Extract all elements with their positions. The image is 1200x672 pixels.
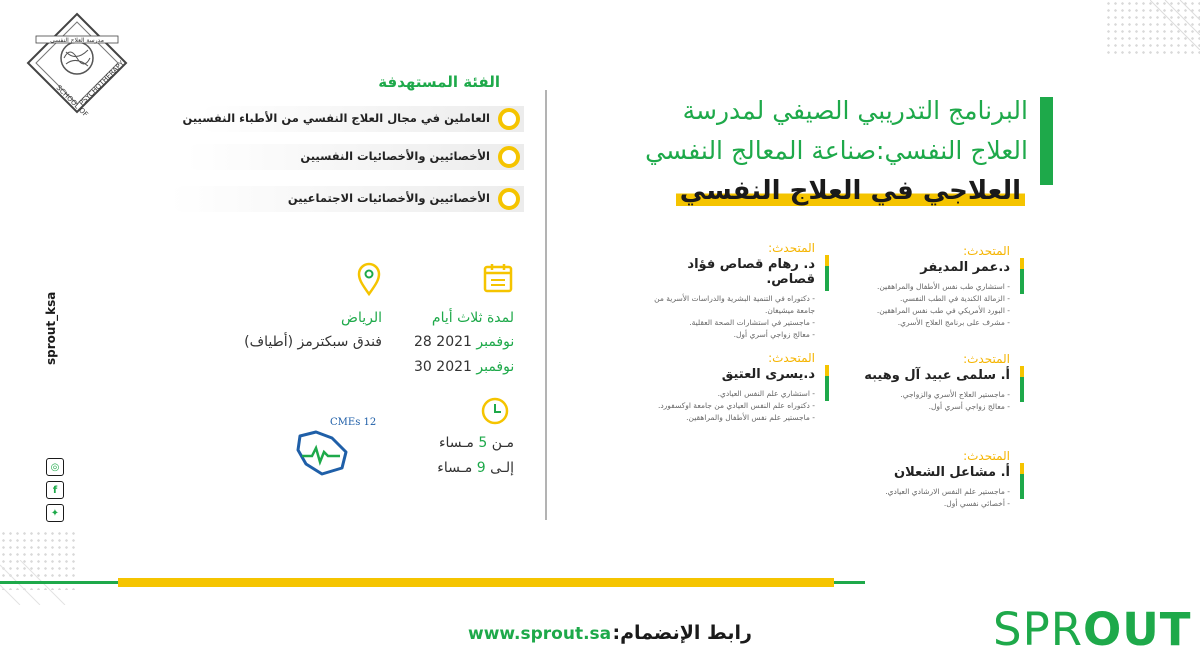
start-year: 2021	[436, 334, 472, 350]
yellow-circle-icon	[498, 146, 520, 168]
speaker-accent-bar	[825, 255, 829, 291]
speaker-bullet: - ماجستير في استشارات الصحة العقلية.	[635, 317, 815, 329]
speaker-bullet: - ماجستير علم النفس الارشادي العيادي.	[830, 486, 1010, 498]
speaker-name: د.يسرى العتيق	[721, 367, 815, 382]
speaker-accent-bar	[1020, 258, 1024, 294]
start-date	[414, 334, 514, 350]
brand-part-light: SPR	[993, 603, 1083, 656]
instagram-icon[interactable]: ◎	[46, 458, 64, 476]
speaker-label: المتحدث:	[768, 351, 815, 365]
speaker-bullet: - ماجستير علم نفس الأطفال والمراهقين.	[635, 412, 815, 424]
speaker-bullet: - معالج زواجي أسري أول.	[830, 401, 1010, 413]
join-link-url[interactable]: www.sprout.sa	[468, 624, 612, 644]
svg-text:PSYCHOTHERAPY: PSYCHOTHERAPY	[77, 59, 126, 108]
clock-icon	[480, 396, 510, 426]
venue-text: فندق سبكترمز (أطياف)	[244, 334, 382, 350]
audience-item-text: العاملين في مجال العلاج النفسي من الأطباء النفسيين	[182, 111, 490, 125]
speaker-label: المتحدث:	[963, 449, 1010, 463]
cme-label: CMEs 12	[330, 417, 377, 428]
speaker-name: أ. سلمى عبيد آل وهيبه	[864, 368, 1010, 383]
speaker-bullet: - مشرف على برنامج العلاج الأسري.	[830, 317, 1010, 329]
speaker-name: د. رهام قصاص فؤاد قصاص.	[687, 257, 815, 287]
speaker-label: المتحدث:	[963, 352, 1010, 366]
speaker-name: د.عمر المديفر	[920, 260, 1010, 275]
speaker-card	[830, 449, 1010, 510]
speaker-label: المتحدث:	[768, 241, 815, 255]
footer-line-yellow	[118, 578, 834, 587]
city-text: الرياض	[341, 310, 382, 326]
end-month: نوفمبر	[476, 359, 515, 375]
brand-part-bold: OUT	[1082, 603, 1192, 656]
speaker-card	[635, 241, 815, 341]
time-to-unit: مـساء	[437, 460, 473, 476]
sprout-logo	[993, 603, 1191, 656]
facebook-icon[interactable]: f	[46, 481, 64, 499]
speaker-bullet: - البورد الأمريكي في طب نفس المراهقين.	[830, 305, 1010, 317]
speaker-accent-bar	[825, 365, 829, 401]
speaker-label: المتحدث:	[963, 244, 1010, 258]
yellow-circle-icon	[498, 188, 520, 210]
title-accent-bar	[1040, 97, 1053, 185]
speaker-name: أ. مشاعل الشعلان	[894, 465, 1010, 480]
speaker-bullet: - أخصائي نفسي أول.	[830, 498, 1010, 510]
twitter-icon[interactable]: ✦	[46, 504, 64, 522]
speaker-bullet: - دكتوراه في التنمية البشرية والدراسات الأسرية من جامعة ميشيغان.	[635, 293, 815, 317]
program-title-line-1: البرنامج التدريبي الصيفي لمدرسة	[682, 96, 1028, 125]
section-divider	[545, 90, 547, 520]
program-title-line-3: العلاجي في العلاج النفسي	[676, 176, 1025, 206]
audience-title: الفئة المستهدفة	[378, 73, 500, 91]
speaker-card	[830, 352, 1010, 413]
start-month: نوفمبر	[476, 334, 515, 350]
saudi-map-heartbeat-icon	[292, 428, 352, 478]
time-to	[437, 460, 514, 476]
time-from-unit: مـساء	[438, 435, 474, 451]
audience-item-text: الأخصائيين والأخصائيات الاجتماعيين	[287, 191, 490, 205]
time-to-number: 9	[476, 460, 486, 476]
end-year: 2021	[436, 359, 472, 375]
audience-item-text: الأخصائيين والأخصائيات النفسيين	[300, 149, 490, 163]
speaker-bullet: - استشاري علم النفس العيادي.	[635, 388, 815, 400]
svg-text:مدرسة العلاج النفسي: مدرسة العلاج النفسي	[50, 37, 104, 44]
speaker-card	[635, 351, 815, 424]
audience-item	[185, 144, 524, 170]
time-from-word: مـن	[491, 435, 514, 451]
audience-item	[170, 186, 524, 212]
time-to-word: إلـى	[490, 460, 514, 476]
speaker-bullet: - استشاري طب نفس الأطفال والمراهقين.	[830, 281, 1010, 293]
speaker-bullet: - دكتوراه علم النفس العيادي من جامعة اوكسفورد.	[635, 400, 815, 412]
start-day: 28	[414, 334, 432, 350]
speaker-accent-bar	[1020, 366, 1024, 402]
audience-item	[182, 106, 524, 132]
speaker-bullet: - ماجستير العلاج الأسري والزواجي.	[830, 389, 1010, 401]
speaker-accent-bar	[1020, 463, 1024, 499]
school-logo	[22, 8, 132, 118]
location-pin-icon	[356, 262, 382, 296]
end-day: 30	[414, 359, 432, 375]
program-title-line-2: العلاج النفسي:صناعة المعالج النفسي	[645, 136, 1028, 165]
speaker-card	[830, 244, 1010, 329]
join-link-label: رابط الإنضمام:	[612, 622, 752, 644]
svg-text:SCHOOL OF: SCHOOL OF	[54, 83, 90, 118]
corner-lines-top-right	[1150, 0, 1200, 50]
social-handle: sprout_ksa	[44, 291, 58, 365]
time-from	[439, 435, 514, 451]
speaker-bullet: - معالج زواجي أسري أول.	[635, 329, 815, 341]
time-from-number: 5	[478, 435, 488, 451]
end-date	[414, 359, 514, 375]
speaker-bullet: - الزمالة الكندية في الطب النفسي.	[830, 293, 1010, 305]
duration-text: لمدة ثلاث أيام	[431, 310, 514, 326]
yellow-circle-icon	[498, 108, 520, 130]
calendar-icon	[482, 262, 514, 294]
